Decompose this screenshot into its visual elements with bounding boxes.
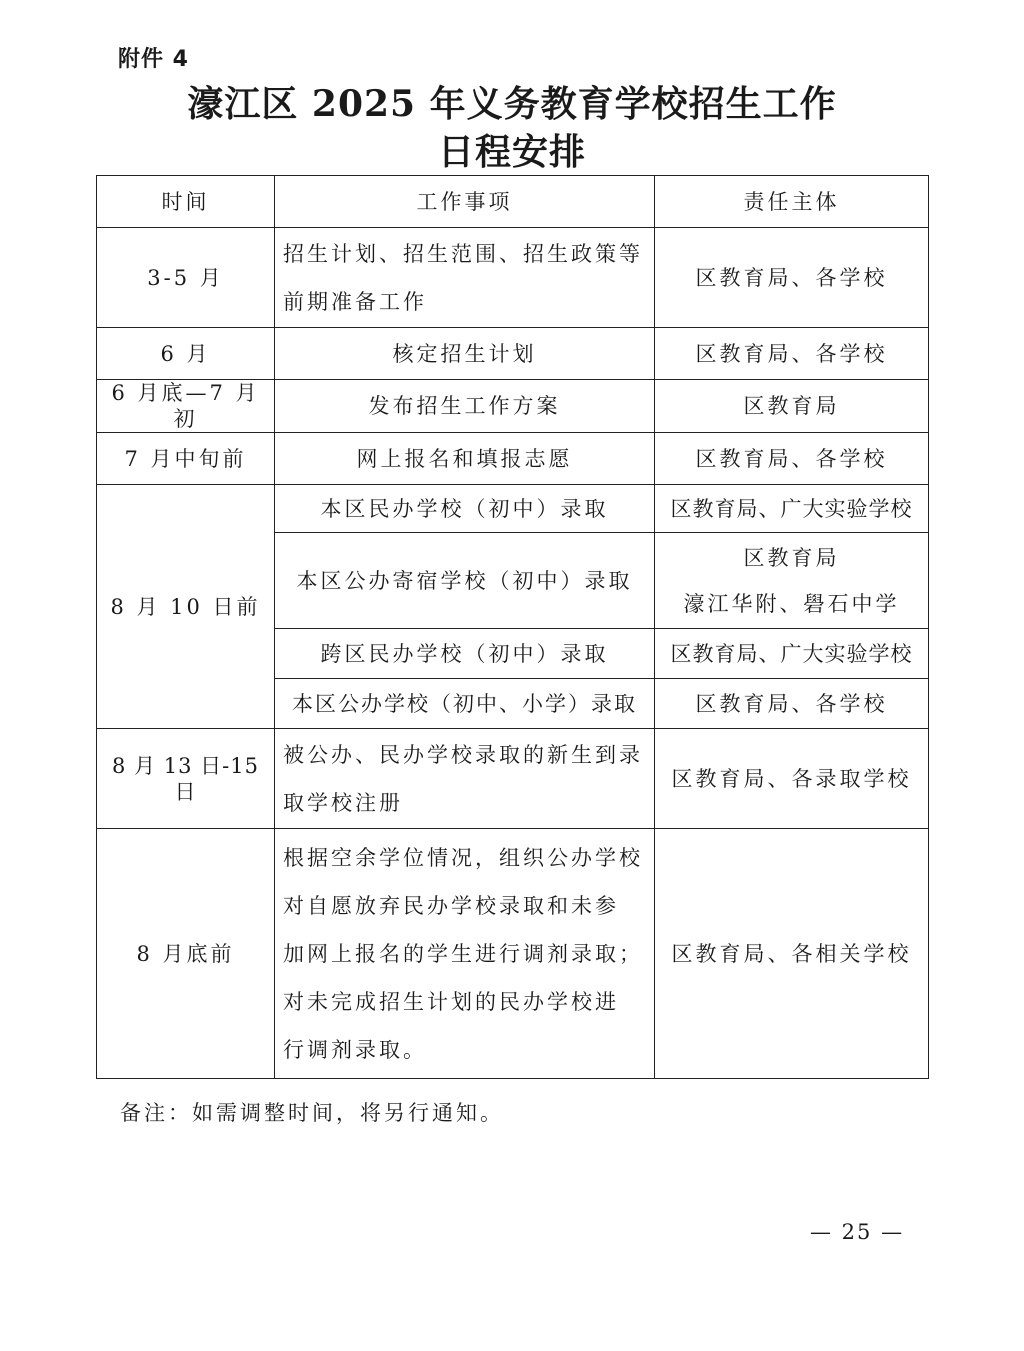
- page-title-line1: 濠江区 2025 年义务教育学校招生工作: [187, 83, 837, 125]
- task-cell: 网上报名和填报志愿: [275, 433, 655, 485]
- header-time: 时间: [97, 176, 275, 228]
- owner-cell: 区教育局: [655, 380, 929, 433]
- task-cell: [275, 729, 655, 829]
- schedule-table: [96, 175, 929, 1079]
- table-row: [97, 729, 929, 829]
- time-cell: 6 月: [97, 328, 275, 380]
- task-line: 前期准备工作: [283, 289, 427, 314]
- task-cell: 跨区民办学校（初中）录取: [275, 629, 655, 679]
- task-line: 被公办、民办学校录取的新生到录: [283, 742, 643, 767]
- time-cell: 3-5 月: [97, 228, 275, 328]
- table-row: [97, 485, 929, 533]
- task-line: 招生计划、招生范围、招生政策等: [283, 241, 643, 266]
- task-cell: 本区公办寄宿学校（初中）录取: [275, 533, 655, 629]
- owner-cell: 区教育局、广大实验学校: [655, 485, 929, 533]
- header-owner: 责任主体: [655, 176, 929, 228]
- task-cell: 本区民办学校（初中）录取: [275, 485, 655, 533]
- time-cell: 7 月中旬前: [97, 433, 275, 485]
- table-row: [97, 433, 929, 485]
- task-line: 根据空余学位情况，组织公办学校: [283, 845, 643, 870]
- time-cell: 8 月 13 日-15 日: [97, 729, 275, 829]
- task-cell: [275, 829, 655, 1079]
- owner-cell: 区教育局、各相关学校: [655, 829, 929, 1079]
- task-line: 对未完成招生计划的民办学校进: [283, 989, 619, 1014]
- task-cell: 核定招生计划: [275, 328, 655, 380]
- footnote: 备注：如需调整时间，将另行通知。: [120, 1101, 504, 1125]
- table-header-row: [97, 176, 929, 228]
- owner-cell: 区教育局、各学校: [655, 433, 929, 485]
- table-row: [97, 380, 929, 433]
- time-cell: 8 月 10 日前: [97, 485, 275, 729]
- page-title-line2: 日程安排: [437, 131, 586, 173]
- owner-line: 区教育局: [743, 545, 840, 570]
- time-cell: 6 月底—7 月初: [97, 380, 275, 433]
- time-cell: 8 月底前: [97, 829, 275, 1079]
- attachment-label: 附件 4: [118, 47, 189, 72]
- task-line: 加网上报名的学生进行调剂录取；: [283, 941, 643, 966]
- header-task: 工作事项: [275, 176, 655, 228]
- task-cell: 发布招生工作方案: [275, 380, 655, 433]
- owner-line: 濠江华附、礐石中学: [683, 591, 900, 616]
- task-line: 对自愿放弃民办学校录取和未参: [283, 893, 619, 918]
- owner-cell: 区教育局、广大实验学校: [655, 629, 929, 679]
- owner-cell: [655, 533, 929, 629]
- owner-cell: 区教育局、各录取学校: [655, 729, 929, 829]
- owner-cell: 区教育局、各学校: [655, 328, 929, 380]
- task-cell: 本区公办学校（初中、小学）录取: [275, 679, 655, 729]
- table-row: [97, 328, 929, 380]
- table-row: [97, 228, 929, 328]
- owner-cell: 区教育局、各学校: [655, 228, 929, 328]
- task-line: 取学校注册: [283, 790, 403, 815]
- owner-cell: 区教育局、各学校: [655, 679, 929, 729]
- task-cell: [275, 228, 655, 328]
- page-number: — 25 —: [810, 1220, 905, 1244]
- task-line: 行调剂录取。: [283, 1037, 427, 1062]
- table-row: [97, 829, 929, 1079]
